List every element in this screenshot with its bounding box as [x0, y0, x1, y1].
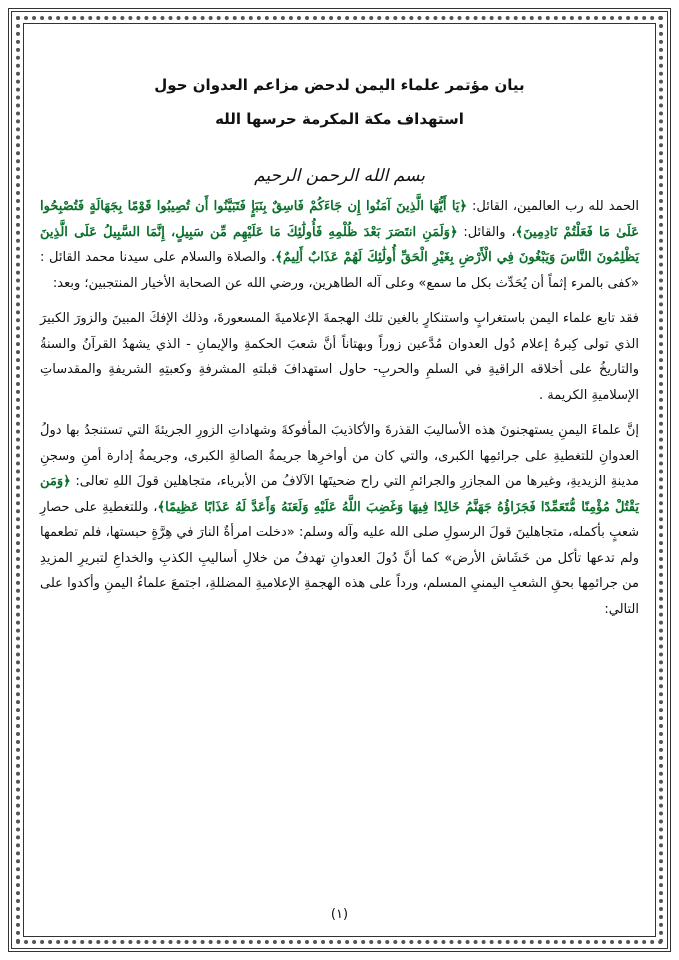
text-segment: والصلاة والسلام على سيدنا محمد القائل : «كفى بالمرء إثماً أن يُحَدِّث بكل ما سمع» وعلى آله الطاهرين، ورضي الله عن الصحابة الأخيار المنتجبين؛ وبعد:	[40, 250, 639, 291]
quran-verse: ﴿يَا أَيُّهَا الَّذِينَ آمَنُوا إِن جَاءَكُمْ فَاسِقٌ بِنَبَإٍ فَتَبَيَّنُوا أَن تُصِيبُوا قَوْمًا بِجَهَالَةٍ فَتُصْبِحُوا عَلَىٰ مَا فَعَلْتُمْ نَادِمِينَ﴾	[40, 199, 639, 240]
quran-verse: ﴿وَلَمَنِ انتَصَرَ بَعْدَ ظُلْمِهِ فَأُولَٰئِكَ مَا عَلَيْهِم مِّن سَبِيلٍ، إِنَّمَا السَّبِيلُ عَلَى الَّذِينَ يَظْلِمُونَ النَّاسَ وَيَبْغُونَ فِي الْأَرْضِ بِغَيْرِ الْحَقِّ أُولَٰئِكَ لَهُمْ عَذَابٌ أَلِيمٌ﴾	[40, 224, 639, 265]
page-number: (١)	[330, 907, 349, 922]
text-segment: إنَّ علماءَ اليمنِ يستهجنونَ هذه الأساليبَ القذرةَ والأكاذيبَ المأفوكةَ وشهاداتِ الزورِ الجريئةَ التي تستنجدُ بها دولُ العدوانِ للتغطيةِ على جرائمِها الكبرى، والتي كان من أواخرِها جريمةُ الصالةِ الكبرى، وجريمةُ إدارة أمنِ وسجنِ مدينةِ الزيديةِ، وغيرها من المجازرِ والجرائمِ التي راح ضحيتَها الآلافُ من الأبرياء، متجاهلين قولَ اللهِ تعالى:	[40, 423, 639, 489]
text-segment: .	[271, 250, 276, 265]
text-segment: ، والقائل:	[457, 224, 516, 240]
text-segment: الحمد لله رب العالمين، القائل:	[467, 199, 640, 214]
basmala: بسم الله الرحمن الرحيم	[254, 166, 425, 186]
title-line-2: استهداف مكة المكرمة حرسها الله	[215, 110, 464, 128]
quran-verse: ﴿وَمَن يَقْتُلْ مُؤْمِنًا مُّتَعَمِّدًا فَجَزَاؤُهُ جَهَنَّمُ خَالِدًا فِيهَا وَغَضِبَ اللَّهُ عَلَيْهِ وَلَعَنَهُ وَأَعَدَّ لَهُ عَذَابًا عَظِيمًا﴾	[40, 474, 639, 515]
document-title	[40, 68, 639, 136]
paragraph-opening	[40, 194, 639, 296]
paragraph-context: فقد تابع علماء اليمن باستغرابٍ واستنكارٍ بالغين تلك الهجمةَ الإعلاميةَ المسعورةَ، وذلك الإفكَ المبينَ والزورَ الكبيرَ الذي تولى كِبرهُ إعلام دُول العدوان مُدَّعين زوراً وبهتاناً أنَّ شعبَ الحكمةِ والإيمانِ - الذي يشهدُ القرآنُ والسنةُ والتاريخُ على أخلاقه الراقيةِ في السلمِ والحربِ- حاول استهدافَ قبلتهِ المشرفةِ وكعبتِهِ الشريفةِ والمقدساتِ الإسلاميةِ الكريمة .	[40, 311, 639, 403]
paragraph-condemnation	[40, 418, 639, 622]
text-segment: ، وللتغطيةِ على حصارِ شعبٍ بأكمله، متجاهلينَ قولَ الرسولِ صلى الله عليه وآله وسلم: «دخلت امرأةٌ النارَ في هِرَّةٍ حبستها، فلم تطعمها ولم تدعها تأكل من خَشَاش الأرض» كما أنَّ دُولَ العدوانِ تهدفُ من خلالِ أساليبِ الكذبِ والخداعِ لتبريرِ المزيدِ من جرائمِها بحقِ الشعبِ اليمنيِ المسلم، ورداً على هذه الهجمةِ الإعلاميةِ المضللةِ، اجتمعَ علماءُ اليمنِ وأكدوا على التالي:	[40, 499, 639, 617]
document-body	[40, 60, 639, 622]
title-line-1: بيان مؤتمر علماء اليمن لدحض مزاعم العدوان حول	[154, 76, 525, 94]
